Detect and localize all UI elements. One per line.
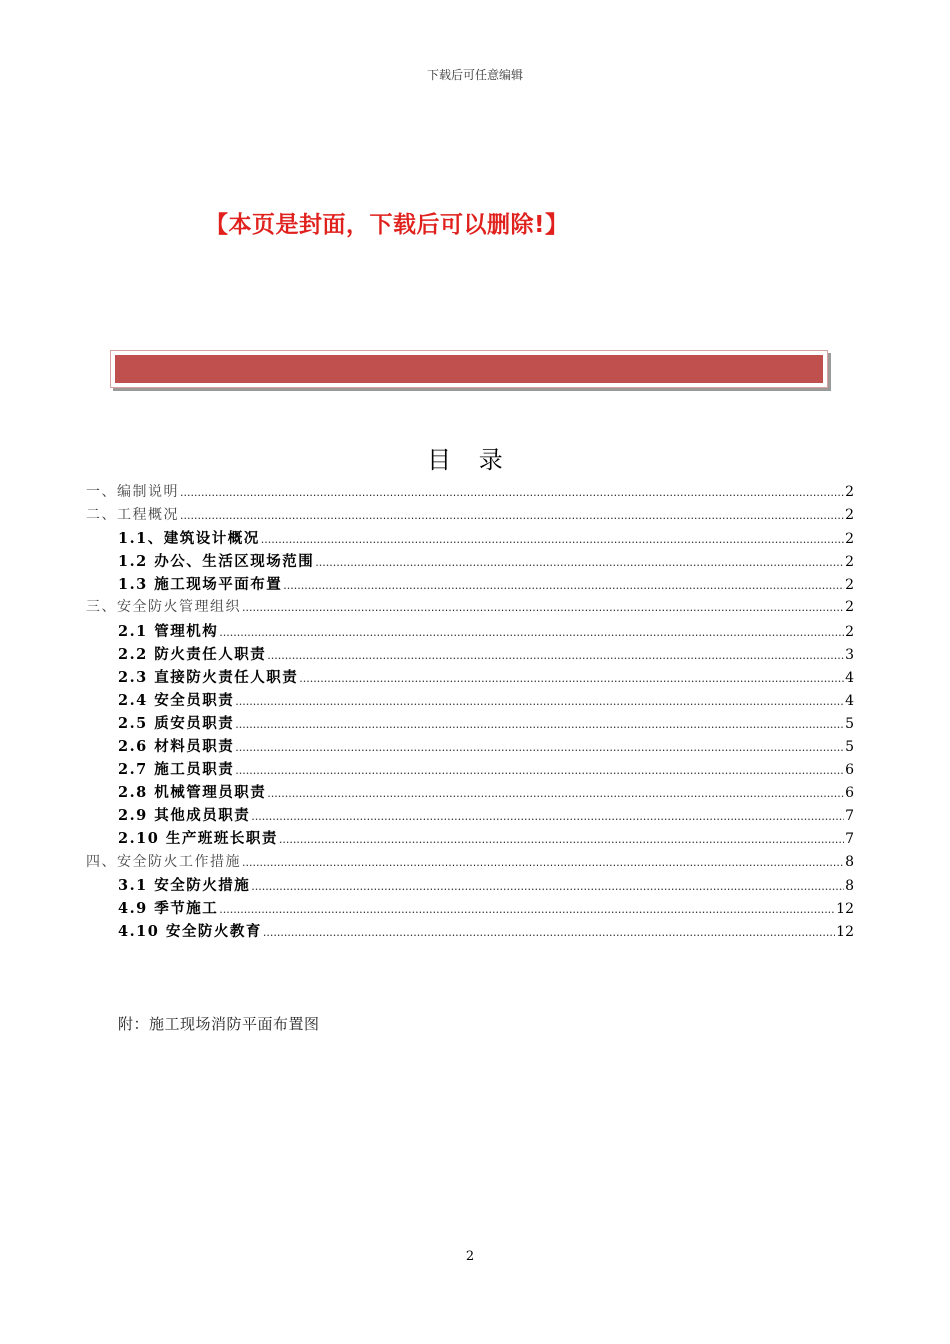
toc-dot-leader (251, 874, 844, 897)
toc-entry-page: 2 (845, 484, 854, 500)
toc-entry-page: 4 (845, 669, 854, 686)
toc-dot-leader (299, 666, 844, 689)
toc-entry-label: 2.5 质安员职责 (118, 714, 235, 732)
toc-entry-page: 8 (845, 877, 854, 894)
toc-dot-leader (267, 781, 844, 804)
toc-dot-leader (242, 851, 844, 874)
toc-entry[interactable] (86, 758, 854, 781)
toc-entry-page: 2 (845, 507, 854, 524)
toc-entry[interactable] (86, 897, 854, 920)
toc-entry[interactable] (86, 643, 854, 666)
page-number: 2 (465, 1249, 475, 1264)
toc-entry-page: 4 (845, 692, 854, 709)
toc-dot-leader (263, 920, 835, 943)
toc-title: 目 录 (427, 446, 513, 474)
toc-entry-label: 2.4 安全员职责 (118, 691, 235, 709)
toc-entry[interactable] (86, 781, 854, 804)
toc-entry-label: 三、安全防火管理组织 (86, 599, 241, 616)
toc-entry-page: 5 (845, 739, 854, 756)
toc-entry-page: 2 (845, 599, 854, 616)
toc-dot-leader (251, 804, 844, 827)
toc-dot-leader (235, 735, 844, 758)
toc-entry[interactable] (86, 827, 854, 850)
toc-entry-label: 1.1、建筑设计概况 (118, 530, 260, 548)
toc-entry-label: 二、工程概况 (86, 507, 179, 524)
decorative-red-band (110, 350, 828, 388)
toc-dot-leader (235, 689, 844, 712)
header-note: 下载后可任意编辑 (426, 68, 523, 82)
toc-entry[interactable] (86, 851, 854, 874)
toc-dot-leader (180, 504, 844, 527)
toc-entry-label: 2.8 机械管理员职责 (118, 784, 267, 802)
toc-entry-label: 2.10 生产班班长职责 (118, 830, 278, 848)
toc-entry[interactable] (86, 920, 854, 943)
toc-entry[interactable] (86, 874, 854, 897)
toc-entry-page: 2 (845, 531, 854, 548)
toc-dot-leader (235, 712, 844, 735)
toc-dot-leader (219, 620, 844, 643)
toc-dot-leader (180, 481, 844, 504)
toc-entry-label: 1.3 施工现场平面布置 (118, 576, 283, 594)
toc-dot-leader (267, 643, 844, 666)
toc-entry-label: 2.1 管理机构 (118, 622, 219, 640)
toc-entry-label: 一、编制说明 (86, 484, 179, 500)
toc-dot-leader (219, 897, 835, 920)
toc-entry[interactable] (86, 804, 854, 827)
toc-entry-page: 2 (845, 623, 854, 640)
toc-dot-leader (315, 550, 844, 573)
toc-entry-page: 6 (845, 762, 854, 779)
toc-entry[interactable] (86, 666, 854, 689)
toc-entry-label: 4.10 安全防火教育 (118, 922, 262, 940)
toc-entry[interactable] (86, 550, 854, 573)
toc-entry-label: 2.3 直接防火责任人职责 (118, 668, 299, 686)
toc-entry-page: 8 (845, 853, 854, 870)
toc-entry[interactable] (86, 596, 854, 619)
toc-entry-label: 4.9 季节施工 (118, 899, 219, 917)
toc-entry-page: 2 (845, 554, 854, 571)
toc-dot-leader (261, 527, 844, 550)
toc-entry-label: 2.9 其他成员职责 (118, 807, 251, 825)
toc-dot-leader (283, 573, 844, 596)
appendix-note: 附：施工现场消防平面布置图 (118, 1015, 320, 1033)
toc-entry[interactable] (86, 573, 854, 596)
decorative-red-band-fill (115, 355, 823, 383)
table-of-contents (86, 481, 854, 943)
toc-entry-page: 5 (845, 715, 854, 732)
toc-entry-page: 7 (845, 831, 854, 848)
toc-entry[interactable] (86, 735, 854, 758)
toc-entry[interactable] (86, 527, 854, 550)
toc-entry-label: 2.7 施工员职责 (118, 761, 235, 779)
toc-entry-label: 四、安全防火工作措施 (86, 853, 241, 870)
toc-dot-leader (242, 596, 844, 619)
toc-entry-page: 7 (845, 808, 854, 825)
toc-entry-page: 3 (845, 646, 854, 663)
toc-entry-page: 12 (836, 900, 854, 917)
toc-entry-page: 6 (845, 785, 854, 802)
toc-entry-label: 1.2 办公、生活区现场范围 (118, 553, 315, 571)
toc-entry-label: 3.1 安全防火措施 (118, 876, 251, 894)
cover-notice: 【本页是封面，下载后可以删除!】 (205, 212, 569, 238)
toc-entry[interactable] (86, 689, 854, 712)
toc-entry-page: 2 (845, 577, 854, 594)
toc-entry[interactable] (86, 620, 854, 643)
toc-entry-label: 2.2 防火责任人职责 (118, 645, 267, 663)
toc-dot-leader (279, 827, 844, 850)
toc-entry-label: 2.6 材料员职责 (118, 738, 235, 756)
toc-entry[interactable] (86, 712, 854, 735)
toc-dot-leader (235, 758, 844, 781)
toc-entry-page: 12 (836, 923, 854, 940)
toc-entry[interactable] (86, 481, 854, 504)
toc-entry[interactable] (86, 504, 854, 527)
